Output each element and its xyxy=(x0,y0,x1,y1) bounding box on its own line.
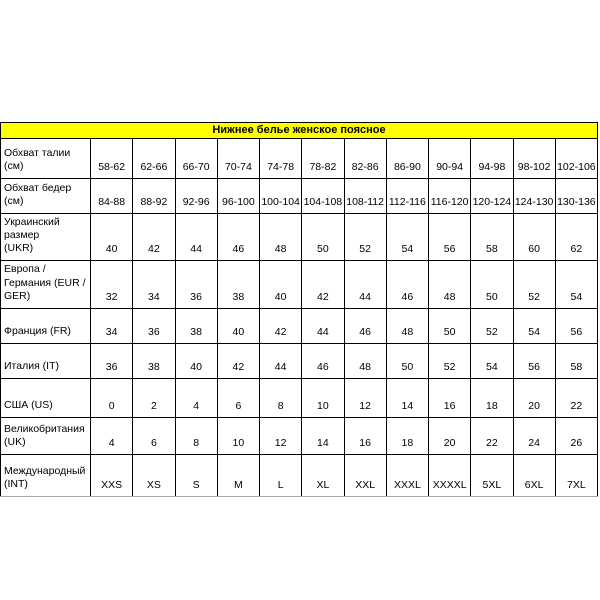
size-value-cell: 44 xyxy=(302,308,344,343)
size-value-cell: 56 xyxy=(555,308,597,343)
size-value-cell: 7XL xyxy=(555,454,597,496)
table-title: Нижнее белье женское поясное xyxy=(1,123,598,139)
size-value-cell: 58-62 xyxy=(91,139,133,179)
row-label-line: Обхват талии (см) xyxy=(4,146,71,172)
size-value-cell: 12 xyxy=(344,378,386,417)
table-row xyxy=(1,378,598,417)
size-value-cell: 16 xyxy=(429,378,471,417)
size-value-cell: 5XL xyxy=(471,454,513,496)
table-row xyxy=(1,308,598,343)
size-value-cell: 34 xyxy=(133,261,175,308)
size-value-cell: 8 xyxy=(175,417,217,454)
size-value-cell: 52 xyxy=(513,261,555,308)
table-row xyxy=(1,179,598,214)
size-value-cell: 56 xyxy=(429,214,471,261)
size-value-cell: 2 xyxy=(133,378,175,417)
size-value-cell: 42 xyxy=(260,308,302,343)
table-row xyxy=(1,417,598,454)
size-value-cell: 62 xyxy=(555,214,597,261)
table-row xyxy=(1,454,598,496)
size-value-cell: 54 xyxy=(471,343,513,378)
row-label xyxy=(1,261,91,308)
size-value-cell: 48 xyxy=(386,308,428,343)
size-value-cell: 26 xyxy=(555,417,597,454)
size-value-cell: L xyxy=(260,454,302,496)
row-label-line: (UK) xyxy=(4,435,26,448)
size-value-cell: 10 xyxy=(217,417,259,454)
row-label xyxy=(1,378,91,417)
size-value-cell: 54 xyxy=(555,261,597,308)
size-value-cell: 6 xyxy=(133,417,175,454)
row-label-line: Европа / xyxy=(4,263,46,276)
size-value-cell: 44 xyxy=(175,214,217,261)
size-value-cell: 48 xyxy=(429,261,471,308)
size-value-cell: XL xyxy=(302,454,344,496)
row-label-line: Великобритания xyxy=(4,422,85,435)
size-value-cell: 24 xyxy=(513,417,555,454)
row-label xyxy=(1,454,91,496)
size-value-cell: 14 xyxy=(386,378,428,417)
size-value-cell: 14 xyxy=(302,417,344,454)
size-value-cell: 46 xyxy=(217,214,259,261)
size-value-cell: XXXXL xyxy=(429,454,471,496)
row-label-line: Франция (FR) xyxy=(4,324,71,337)
table-row xyxy=(1,261,598,308)
row-label xyxy=(1,343,91,378)
size-value-cell: 40 xyxy=(175,343,217,378)
size-value-cell: 38 xyxy=(217,261,259,308)
size-value-cell: 62-66 xyxy=(133,139,175,179)
size-value-cell: 42 xyxy=(133,214,175,261)
size-value-cell: XXL xyxy=(344,454,386,496)
size-value-cell: 40 xyxy=(91,214,133,261)
size-value-cell: 124-130 xyxy=(513,179,555,214)
size-value-cell: 54 xyxy=(513,308,555,343)
size-value-cell: 32 xyxy=(91,261,133,308)
size-value-cell: 50 xyxy=(429,308,471,343)
size-value-cell: 38 xyxy=(175,308,217,343)
size-value-cell: 104-108 xyxy=(302,179,344,214)
size-value-cell: 18 xyxy=(471,378,513,417)
size-value-cell: 116-120 xyxy=(429,179,471,214)
size-value-cell: 120-124 xyxy=(471,179,513,214)
size-value-cell: 46 xyxy=(386,261,428,308)
size-value-cell: 74-78 xyxy=(260,139,302,179)
size-value-cell: 34 xyxy=(91,308,133,343)
size-value-cell: 48 xyxy=(260,214,302,261)
size-value-cell: 98-102 xyxy=(513,139,555,179)
size-value-cell: 36 xyxy=(175,261,217,308)
size-value-cell: 58 xyxy=(555,343,597,378)
size-value-cell: 60 xyxy=(513,214,555,261)
size-value-cell: 42 xyxy=(302,261,344,308)
size-value-cell: XXS xyxy=(91,454,133,496)
size-value-cell: 50 xyxy=(386,343,428,378)
size-value-cell: 4 xyxy=(175,378,217,417)
size-value-cell: 20 xyxy=(429,417,471,454)
size-value-cell: 42 xyxy=(217,343,259,378)
size-value-cell: 22 xyxy=(555,378,597,417)
size-value-cell: 50 xyxy=(302,214,344,261)
size-value-cell: 36 xyxy=(133,308,175,343)
row-label xyxy=(1,139,91,179)
size-value-cell: 12 xyxy=(260,417,302,454)
size-value-cell: 70-74 xyxy=(217,139,259,179)
size-value-cell: 4 xyxy=(91,417,133,454)
size-value-cell: 56 xyxy=(513,343,555,378)
row-label-line: (INT) xyxy=(4,477,28,490)
size-value-cell: 16 xyxy=(344,417,386,454)
size-value-cell: 90-94 xyxy=(429,139,471,179)
size-value-cell: 92-96 xyxy=(175,179,217,214)
size-value-cell: 88-92 xyxy=(133,179,175,214)
size-chart-table xyxy=(0,122,598,497)
size-value-cell: 52 xyxy=(471,308,513,343)
row-label-line: Международный xyxy=(4,464,86,477)
size-value-cell: 18 xyxy=(386,417,428,454)
size-value-cell: 52 xyxy=(429,343,471,378)
size-value-cell: 96-100 xyxy=(217,179,259,214)
size-value-cell: 44 xyxy=(260,343,302,378)
size-value-cell: 112-116 xyxy=(386,179,428,214)
size-value-cell: 6 xyxy=(217,378,259,417)
table-row xyxy=(1,139,598,179)
row-label-line: Италия (IT) xyxy=(4,359,59,372)
table-row xyxy=(1,214,598,261)
table-title-row xyxy=(1,123,598,139)
size-value-cell: 22 xyxy=(471,417,513,454)
size-value-cell: 44 xyxy=(344,261,386,308)
size-value-cell: 52 xyxy=(344,214,386,261)
row-label-line: GER) xyxy=(4,289,31,302)
row-label xyxy=(1,308,91,343)
size-value-cell: 8 xyxy=(260,378,302,417)
size-value-cell: 40 xyxy=(217,308,259,343)
size-value-cell: 40 xyxy=(260,261,302,308)
row-label xyxy=(1,417,91,454)
row-label-line: США (US) xyxy=(4,398,53,411)
size-value-cell: 78-82 xyxy=(302,139,344,179)
size-value-cell: 102-106 xyxy=(555,139,597,179)
size-table-body xyxy=(1,139,598,497)
size-value-cell: M xyxy=(217,454,259,496)
size-value-cell: 10 xyxy=(302,378,344,417)
size-value-cell: 84-88 xyxy=(91,179,133,214)
size-value-cell: 58 xyxy=(471,214,513,261)
size-value-cell: 82-86 xyxy=(344,139,386,179)
size-value-cell: 50 xyxy=(471,261,513,308)
size-value-cell: 54 xyxy=(386,214,428,261)
size-value-cell: S xyxy=(175,454,217,496)
size-value-cell: 100-104 xyxy=(260,179,302,214)
row-label-line: Обхват бедер (см) xyxy=(4,181,72,207)
size-value-cell: XXXL xyxy=(386,454,428,496)
size-value-cell: 20 xyxy=(513,378,555,417)
row-label xyxy=(1,179,91,214)
size-value-cell: 36 xyxy=(91,343,133,378)
size-value-cell: 46 xyxy=(344,308,386,343)
size-value-cell: 86-90 xyxy=(386,139,428,179)
size-value-cell: 6XL xyxy=(513,454,555,496)
table-row xyxy=(1,343,598,378)
row-label-line: Украинский размер xyxy=(4,216,60,242)
size-value-cell: 38 xyxy=(133,343,175,378)
row-label-line: Германия (EUR / xyxy=(4,276,86,289)
size-value-cell: 94-98 xyxy=(471,139,513,179)
row-label xyxy=(1,214,91,261)
size-value-cell: 48 xyxy=(344,343,386,378)
size-value-cell: 66-70 xyxy=(175,139,217,179)
size-value-cell: 130-136 xyxy=(555,179,597,214)
size-value-cell: 108-112 xyxy=(344,179,386,214)
size-value-cell: 46 xyxy=(302,343,344,378)
size-value-cell: XS xyxy=(133,454,175,496)
size-value-cell: 0 xyxy=(91,378,133,417)
row-label-line: (UKR) xyxy=(4,242,34,255)
